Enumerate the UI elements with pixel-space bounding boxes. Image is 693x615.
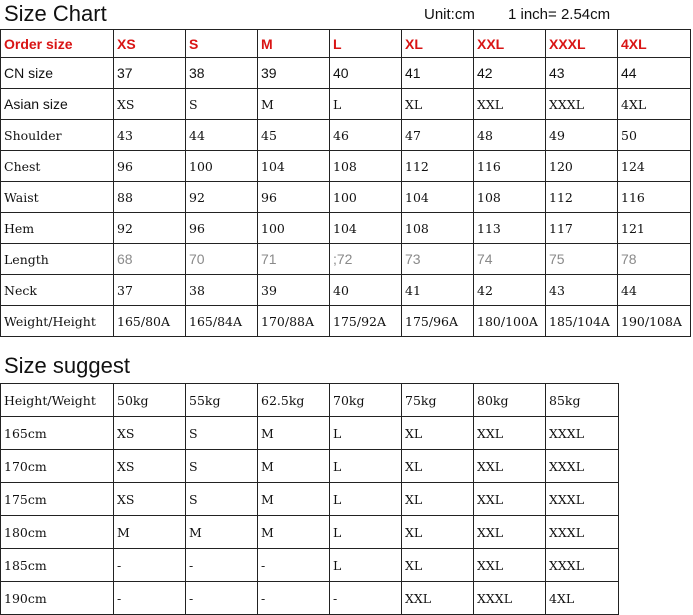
- size_chart-cell: 37: [114, 58, 186, 89]
- size_chart-cell: 78: [618, 244, 691, 275]
- size_suggest-cell: M: [258, 516, 330, 549]
- size_chart-row-label: Length: [1, 244, 114, 275]
- size-suggest-title: Size suggest: [4, 353, 130, 378]
- size_suggest-cell: XXXL: [474, 582, 546, 615]
- size_chart-cell: 96: [114, 151, 186, 182]
- conversion-label: 1 inch= 2.54cm: [508, 6, 611, 23]
- size_chart-row-label: Waist: [1, 182, 114, 213]
- size_chart-row-label: Chest: [1, 151, 114, 182]
- size_chart-cell: 121: [618, 213, 691, 244]
- size_chart-cell: 39: [258, 275, 330, 306]
- size_chart-cell: 100: [330, 182, 402, 213]
- size_chart-cell: 88: [114, 182, 186, 213]
- size_chart-cell: 46: [330, 120, 402, 151]
- size_chart-cell: 42: [474, 58, 546, 89]
- size_chart-cell: 42: [474, 275, 546, 306]
- size_chart-cell: 113: [474, 213, 546, 244]
- size_chart-cell: 175/96A: [402, 306, 474, 337]
- size_suggest-cell: -: [186, 582, 258, 615]
- size_chart-cell: 112: [402, 151, 474, 182]
- size_suggest-header-cell: 70kg: [330, 384, 402, 417]
- size_chart-header-cell: XXXL: [546, 30, 618, 58]
- size_chart-cell: 175/92A: [330, 306, 402, 337]
- size_suggest-cell: XXL: [474, 516, 546, 549]
- size_chart-cell: 116: [474, 151, 546, 182]
- size_chart-cell: 44: [618, 275, 691, 306]
- unit-label: Unit:cm: [424, 6, 475, 23]
- table-row: [1, 213, 691, 244]
- size_suggest-cell: M: [258, 417, 330, 450]
- size_chart-cell: 37: [114, 275, 186, 306]
- size_suggest-cell: XS: [114, 417, 186, 450]
- size_suggest-cell: -: [330, 582, 402, 615]
- table-row: [1, 306, 691, 337]
- size_suggest-header-row: [1, 384, 619, 417]
- size_suggest-header-cell: 55kg: [186, 384, 258, 417]
- size_chart-cell: 117: [546, 213, 618, 244]
- table-row: [1, 151, 691, 182]
- size_chart-header-cell: M: [258, 30, 330, 58]
- size_chart-cell: XS: [114, 89, 186, 120]
- size_chart-cell: 124: [618, 151, 691, 182]
- size_chart-cell: 45: [258, 120, 330, 151]
- size_suggest-cell: XL: [402, 417, 474, 450]
- size_chart-cell: 40: [330, 275, 402, 306]
- size_suggest-cell: S: [186, 417, 258, 450]
- size_chart-cell: L: [330, 89, 402, 120]
- size_chart-cell: 116: [618, 182, 691, 213]
- size_chart-cell: ;72: [330, 244, 402, 275]
- size_suggest-cell: -: [258, 549, 330, 582]
- size_suggest-cell: XXL: [402, 582, 474, 615]
- size_chart-cell: 71: [258, 244, 330, 275]
- table-row: [1, 450, 619, 483]
- size_chart-cell: 92: [114, 213, 186, 244]
- size_chart-cell: 41: [402, 275, 474, 306]
- size_suggest-cell: XXXL: [546, 450, 619, 483]
- size_chart-cell: 104: [402, 182, 474, 213]
- size_suggest-row-label: 175cm: [1, 483, 114, 516]
- table-row: [1, 549, 619, 582]
- size_suggest-cell: XL: [402, 549, 474, 582]
- size_chart-cell: 70: [186, 244, 258, 275]
- size_suggest-cell: XL: [402, 516, 474, 549]
- size_chart-cell: 165/84A: [186, 306, 258, 337]
- size_suggest-cell: XXL: [474, 549, 546, 582]
- size_chart-cell: 185/104A: [546, 306, 618, 337]
- size_chart-cell: 74: [474, 244, 546, 275]
- size_chart-header-cell: XXL: [474, 30, 546, 58]
- size_chart-cell: 104: [258, 151, 330, 182]
- size-chart-table: [0, 29, 691, 337]
- size_suggest-header-cell: 62.5kg: [258, 384, 330, 417]
- size_chart-cell: 120: [546, 151, 618, 182]
- size_chart-row-label: Weight/Height: [1, 306, 114, 337]
- size_chart-cell: 38: [186, 58, 258, 89]
- size_suggest-cell: -: [186, 549, 258, 582]
- size_chart-header-cell: 4XL: [618, 30, 691, 58]
- size_chart-cell: 96: [258, 182, 330, 213]
- table-row: [1, 120, 691, 151]
- size_chart-cell: 108: [402, 213, 474, 244]
- size_chart-cell: 50: [618, 120, 691, 151]
- size_suggest-cell: XS: [114, 450, 186, 483]
- size_suggest-cell: -: [114, 549, 186, 582]
- size_suggest-row-label: 180cm: [1, 516, 114, 549]
- table-row: [1, 182, 691, 213]
- size-chart-title: Size Chart: [4, 1, 107, 26]
- size_suggest-cell: XL: [402, 483, 474, 516]
- size_chart-row-label: Shoulder: [1, 120, 114, 151]
- size_suggest-header-cell: 85kg: [546, 384, 619, 417]
- size_suggest-cell: XXL: [474, 417, 546, 450]
- size_suggest-cell: -: [258, 582, 330, 615]
- size_chart-cell: 100: [258, 213, 330, 244]
- size_chart-cell: XL: [402, 89, 474, 120]
- table-row: [1, 483, 619, 516]
- size_suggest-row-label: 190cm: [1, 582, 114, 615]
- size_suggest-cell: XXL: [474, 483, 546, 516]
- size_suggest-cell: XXXL: [546, 516, 619, 549]
- size_suggest-cell: S: [186, 450, 258, 483]
- size_suggest-row-label: 185cm: [1, 549, 114, 582]
- size_chart-row-label: CN size: [1, 58, 114, 89]
- size_chart-cell: 41: [402, 58, 474, 89]
- size_chart-cell: XXXL: [546, 89, 618, 120]
- size_suggest-cell: M: [114, 516, 186, 549]
- size_suggest-cell: 4XL: [546, 582, 619, 615]
- size_suggest-header-cell: 80kg: [474, 384, 546, 417]
- size_chart-header-row: [1, 30, 691, 58]
- size_chart-cell: 48: [474, 120, 546, 151]
- size_chart-cell: 96: [186, 213, 258, 244]
- size_chart-cell: 170/88A: [258, 306, 330, 337]
- table-row: [1, 516, 619, 549]
- size_chart-header-cell: S: [186, 30, 258, 58]
- table-row: [1, 275, 691, 306]
- size_suggest-header-cell: 75kg: [402, 384, 474, 417]
- size-suggest-table: [0, 383, 619, 615]
- size_chart-cell: 73: [402, 244, 474, 275]
- table-row: [1, 58, 691, 89]
- size_chart-cell: 112: [546, 182, 618, 213]
- size_chart-cell: 68: [114, 244, 186, 275]
- size_chart-cell: 190/108A: [618, 306, 691, 337]
- size_chart-cell: 43: [546, 58, 618, 89]
- size_chart-cell: 43: [546, 275, 618, 306]
- size_chart-cell: 75: [546, 244, 618, 275]
- size_chart-cell: 39: [258, 58, 330, 89]
- size_chart-cell: 44: [186, 120, 258, 151]
- size_chart-cell: M: [258, 89, 330, 120]
- size_chart-cell: 92: [186, 182, 258, 213]
- size_chart-header-cell: XS: [114, 30, 186, 58]
- size_suggest-row-label: 170cm: [1, 450, 114, 483]
- size_chart-header-cell: XL: [402, 30, 474, 58]
- size_chart-cell: S: [186, 89, 258, 120]
- table-row: [1, 244, 691, 275]
- size_chart-header-cell: L: [330, 30, 402, 58]
- size_chart-cell: 43: [114, 120, 186, 151]
- size_chart-cell: 108: [474, 182, 546, 213]
- size_suggest-header-cell: 50kg: [114, 384, 186, 417]
- size_chart-cell: 104: [330, 213, 402, 244]
- size_suggest-cell: M: [258, 450, 330, 483]
- size_suggest-cell: L: [330, 450, 402, 483]
- table-row: [1, 582, 619, 615]
- size_suggest-cell: L: [330, 417, 402, 450]
- size_suggest-cell: -: [114, 582, 186, 615]
- table-row: [1, 417, 619, 450]
- size_suggest-cell: L: [330, 516, 402, 549]
- size_chart-cell: 108: [330, 151, 402, 182]
- size_chart-cell: 38: [186, 275, 258, 306]
- size_chart-cell: 165/80A: [114, 306, 186, 337]
- size_chart-cell: 180/100A: [474, 306, 546, 337]
- size_chart-cell: 47: [402, 120, 474, 151]
- size_suggest-cell: M: [186, 516, 258, 549]
- size_chart-cell: 44: [618, 58, 691, 89]
- size_suggest-cell: XXXL: [546, 483, 619, 516]
- size_chart-row-label: Asian size: [1, 89, 114, 120]
- table-row: [1, 89, 691, 120]
- size_chart-header-cell: Order size: [1, 30, 114, 58]
- size_chart-cell: 100: [186, 151, 258, 182]
- size_suggest-cell: L: [330, 549, 402, 582]
- size_suggest-cell: XXXL: [546, 417, 619, 450]
- size_chart-cell: 49: [546, 120, 618, 151]
- size_suggest-row-label: 165cm: [1, 417, 114, 450]
- size_chart-row-label: Neck: [1, 275, 114, 306]
- size_suggest-header-cell: Height/Weight: [1, 384, 114, 417]
- size_suggest-cell: XXL: [474, 450, 546, 483]
- size_chart-cell: 40: [330, 58, 402, 89]
- size_chart-row-label: Hem: [1, 213, 114, 244]
- size_suggest-cell: XL: [402, 450, 474, 483]
- size_suggest-cell: L: [330, 483, 402, 516]
- size_chart-cell: 4XL: [618, 89, 691, 120]
- size_suggest-cell: XS: [114, 483, 186, 516]
- size_chart-cell: XXL: [474, 89, 546, 120]
- size_suggest-cell: S: [186, 483, 258, 516]
- size_suggest-cell: M: [258, 483, 330, 516]
- size_suggest-cell: XXXL: [546, 549, 619, 582]
